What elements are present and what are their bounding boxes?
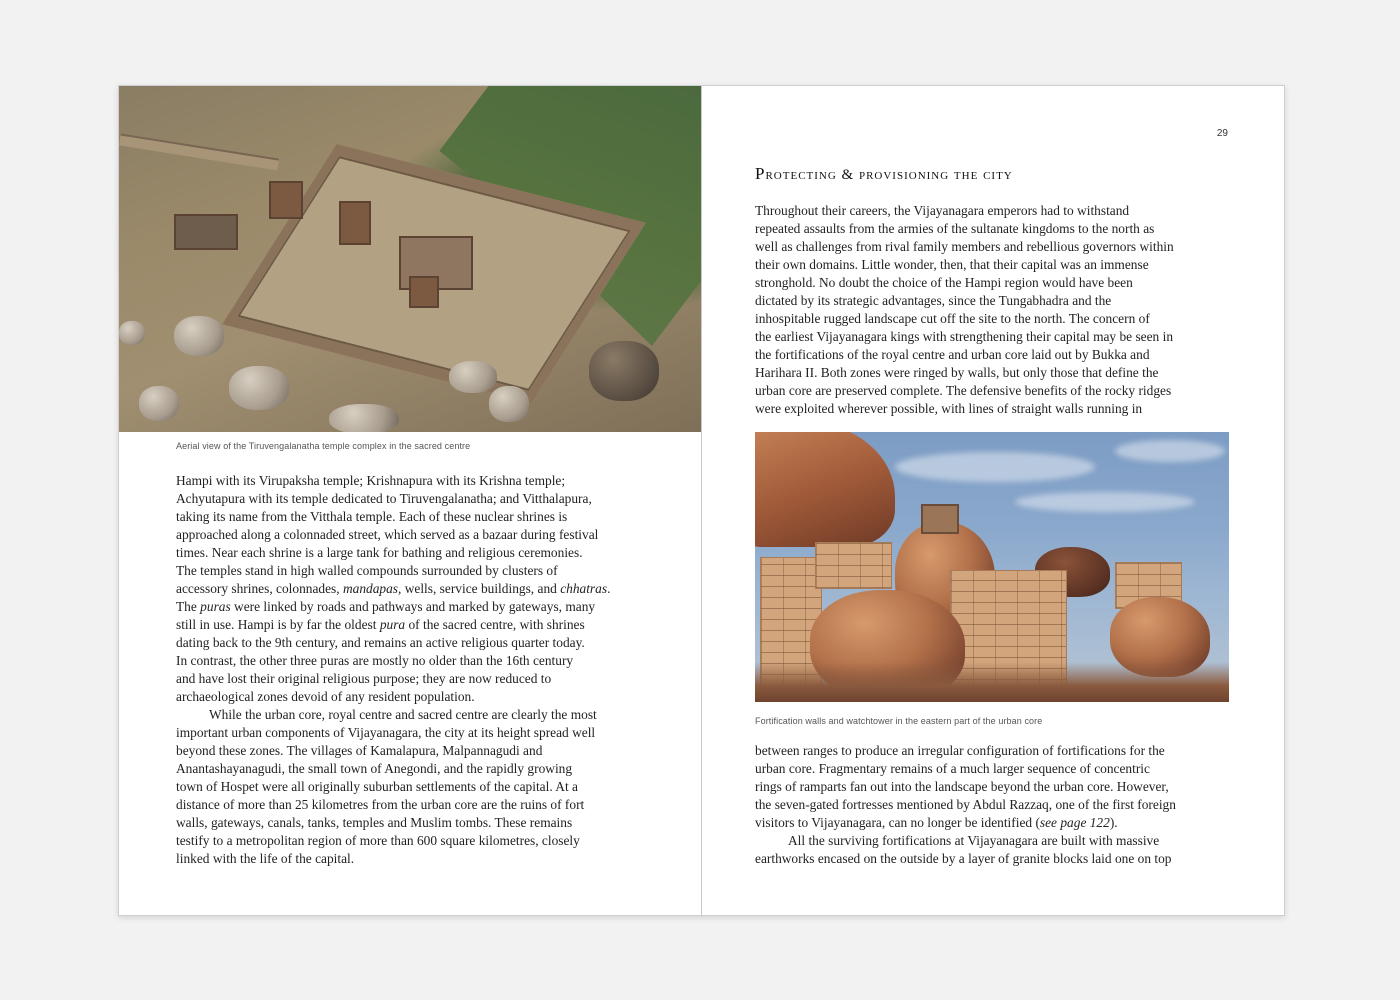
large-boulder [755,432,895,547]
text-run: still in use. Hampi is by far the oldest [176,617,380,632]
cloud [895,452,1095,482]
watchtower [921,504,959,534]
text-line: testify to a metropolitan region of more than 600 square kilometres, closely [176,833,580,848]
text-line: earthworks encased on the outside by a layer of granite blocks laid one on top [755,851,1172,866]
text-line [176,598,656,616]
heading-initial: P [755,164,766,183]
cloud [1115,440,1225,462]
left-page [119,86,701,915]
section-heading [755,164,1013,184]
right-page [702,86,1284,915]
cross-reference: see page 122 [1039,815,1110,830]
text-line: linked with the life of the capital. [176,851,355,866]
body-text-right-top [755,202,1235,418]
boulder [449,361,497,393]
italic-term: mandapas [342,581,399,596]
text-line: important urban components of Vijayanagara, the city at its height spread well [176,725,596,740]
text-run: . [607,581,611,596]
rubble-ground [755,662,1229,702]
text-line: distance of more than 25 kilometres from the urban core are the ruins of fort [176,797,585,812]
text-line: While the urban core, royal centre and sacred centre are clearly the most [209,707,597,722]
italic-term: puras [200,599,231,614]
text-line: dating back to the 9th century, and remains an active religious quarter today. [176,635,585,650]
text-line: rings of ramparts fan out into the landscape beyond the urban core. However, [755,779,1169,794]
text-line: walls, gateways, canals, tanks, temples and Muslim tombs. These remains [176,815,573,830]
text-line: the earliest Vijayanagara kings with strengthening their capital may be seen in [755,329,1174,344]
mandapa [174,214,238,250]
text-line: times. Near each shrine is a large tank for bathing and religious ceremonies. [176,545,583,560]
boulder [489,386,529,422]
book-spread [118,85,1285,916]
cloud [1015,492,1195,512]
colonnaded-street [119,134,279,171]
text-line: stronghold. No doubt the choice of the Hampi region would have been [755,275,1133,290]
text-line [176,580,656,598]
fortification-walls-photo [755,432,1229,702]
gopura-tower [339,201,371,245]
text-line: urban core. Fragmentary remains of a much larger sequence of concentric [755,761,1150,776]
text-line: urban core are preserved complete. The defensive benefits of the rocky ridges [755,383,1172,398]
text-line: Throughout their careers, the Vijayanagara emperors had to withstand [755,203,1130,218]
text-run: were linked by roads and pathways and marked by gateways, many [230,599,596,614]
boulder [229,366,289,410]
gopura-tower [409,276,439,308]
text-line: taking its name from the Vitthala temple. Each of these nuclear shrines is [176,509,568,524]
photo-caption: Fortification walls and watchtower in the eastern part of the urban core [755,716,1043,726]
page-number: 29 [1216,128,1228,139]
text-line: repeated assaults from the armies of the sultanate kingdoms to the north as [755,221,1155,236]
italic-term: pura [379,617,406,632]
body-text-left [176,472,656,868]
gopura-tower [269,181,303,219]
text-line: and have lost their original religious purpose; they are now reduced to [176,671,552,686]
text-line: Achyutapura with its temple dedicated to Tiruvengalanatha; and Vitthalapura, [176,491,592,506]
text-line: their own domains. Little wonder, then, that their capital was an immense [755,257,1149,272]
text-run: visitors to Vijayanagara, can no longer be identified ( [755,815,1040,830]
photo-caption: Aerial view of the Tiruvengalanatha temple complex in the sacred centre [176,441,471,451]
boulder [174,316,224,356]
stone-wall [815,542,892,589]
text-line: Hampi with its Virupaksha temple; Krishnapura with its Krishna temple; [176,473,566,488]
text-line: the seven-gated fortresses mentioned by Abdul Razzaq, one of the first foreign [755,797,1176,812]
text-line: between ranges to produce an irregular configuration of fortifications for the [755,743,1165,758]
text-line: inhospitable rugged landscape cut off the site to the north. The concern of [755,311,1150,326]
text-line: well as challenges from rival family members and rebellious governors within [755,239,1174,254]
text-run: of the sacred centre, with shrines [405,617,585,632]
text-run: , wells, service buildings, and [398,581,561,596]
boulder [329,404,399,432]
text-run: The [176,599,201,614]
italic-term: chhatras [560,581,608,596]
text-line: the fortifications of the royal centre and urban core laid out by Bukka and [755,347,1150,362]
text-line: approached along a colonnaded street, which served as a bazaar during festival [176,527,599,542]
aerial-temple-photo [119,86,701,432]
text-run: ). [1109,815,1118,830]
text-line [176,616,656,634]
text-line: In contrast, the other three puras are mostly no older than the 16th century [176,653,574,668]
text-line: All the surviving fortifications at Vijayanagara are built with massive [788,833,1160,848]
body-text-right-bottom [755,742,1235,868]
heading-rest: rotecting & provisioning the city [765,167,1013,183]
text-line: town of Hospet were all originally suburban settlements of the capital. At a [176,779,578,794]
text-line: were exploited wherever possible, with lines of straight walls running in [755,401,1143,416]
boulder [119,321,145,345]
text-line: beyond these zones. The villages of Kamalapura, Malpannagudi and [176,743,543,758]
boulder [139,386,179,421]
text-line: dictated by its strategic advantages, since the Tungabhadra and the [755,293,1112,308]
boulder [589,341,659,401]
text-line: Harihara II. Both zones were ringed by walls, but only those that define the [755,365,1159,380]
text-line: The temples stand in high walled compounds surrounded by clusters of [176,563,558,578]
text-line: Anantashayanagudi, the small town of Anegondi, and the rapidly growing [176,761,573,776]
text-line [755,814,1235,832]
text-line: archaeological zones devoid of any resident population. [176,689,475,704]
text-run: accessory shrines, colonnades, [176,581,343,596]
